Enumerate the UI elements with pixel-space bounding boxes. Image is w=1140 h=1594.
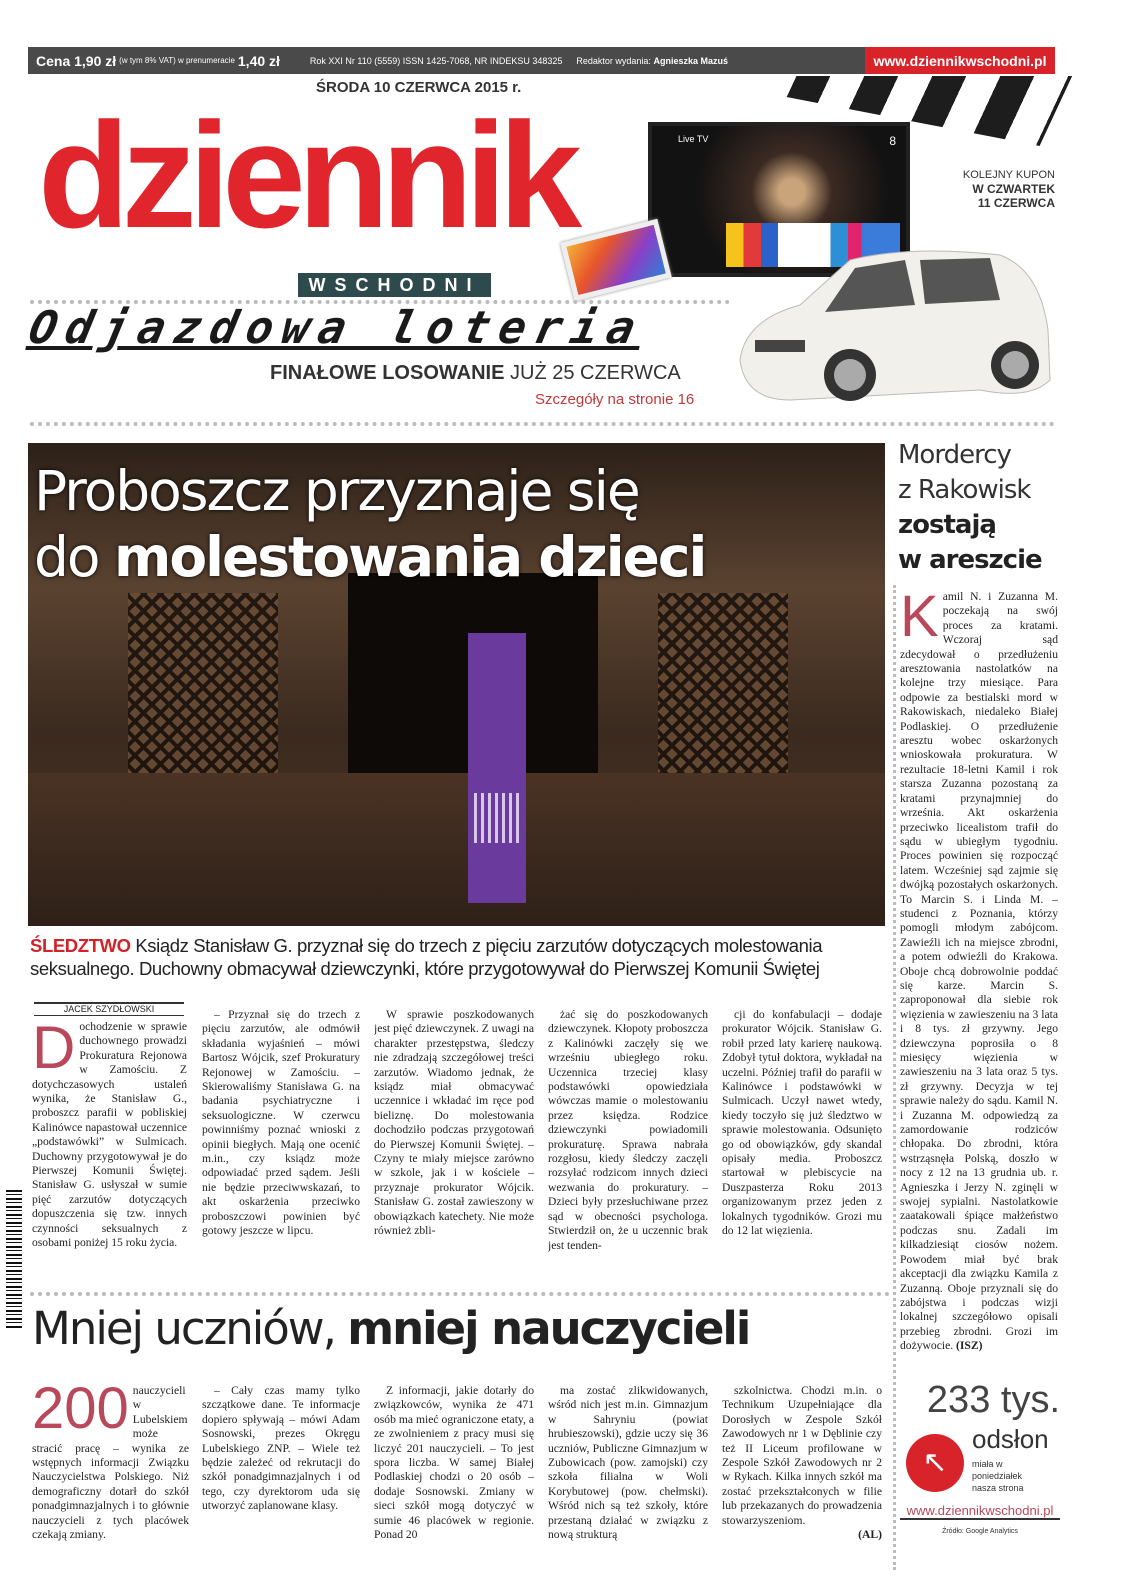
stat-description [972, 1458, 1024, 1494]
price: Cena 1,90 zł [36, 52, 117, 69]
article-column [374, 1384, 534, 1564]
stat-source: Źródło: Google Analytics [942, 1528, 1018, 1535]
headline-bold: molestowania dzieci [114, 525, 706, 589]
byline: JACEK SZYDŁOWSKI [34, 1002, 184, 1016]
lead-paragraph [30, 934, 880, 980]
column-text: Z informacji, jakie dotarły do związkowców, wynika że 471 osób ma mieć ograniczone etaty, a ze zwolnieniem z pracy musi się liczyć 201 nauczycieli. – To jest spora liczba. W samej Białej Podlaskiej chodzi o 20 osób – dodaje Sosnowski. Zmiany w sieci szkół mogą dotyczyć w sumie 46 placówek w regionie. Ponad 20 [374, 1384, 534, 1542]
vat-note: (w tym 8% VAT) w prenumeracie [119, 56, 235, 65]
issue-date: ŚRODA 10 CZERWCA 2015 r. [316, 79, 522, 96]
column-text: szkolnictwa. Chodzi m.in. o Technikum Uzupełniające dla Dorosłych w Zespole Szkół Zawodowych nr 1 w Dęblinie czy też II Liceum profilowane w Zespole Szkół Zawodowych nr 2 w Rykach. Kilka innych szkół ma zostać przekształconych w filie lub przekazanych do prowadzenia stowarzyszeniom. [722, 1384, 882, 1527]
column-text: ma zostać zlikwidowanych, wśród nich jest m.in. Gimnazjum w Sahryniu (powiat hrubieszowski), gdzie uczy się 36 uczniów, Publiczne Gimnazjum w Zubowicach (pow. zamojski) czy szkoła filialna w Woli Korybutowej (pow. chełmski). Wśród nich są też szkoły, które przestaną działać w związku z nową strukturą [548, 1384, 708, 1542]
issue-info: Rok XXI Nr 110 (5559) ISSN 1425-7068, NR INDEKSU 348325 [309, 55, 563, 66]
stat-unit: odsłon [972, 1424, 1049, 1454]
article-column [32, 1384, 189, 1564]
final-draw-bold: FINAŁOWE LOSOWANIE [270, 362, 505, 384]
main-headline [34, 458, 879, 590]
article-column [202, 1384, 360, 1564]
coupon-line: KOLEJNY KUPON [962, 169, 1055, 181]
website-link[interactable]: www.dziennikwschodni.pl [865, 47, 1055, 74]
tv-label: Live TV [678, 134, 709, 144]
article-column [722, 1008, 882, 1275]
purple-stole [468, 633, 526, 903]
divider [30, 422, 1055, 426]
final-draw-info [270, 362, 681, 385]
editor-label: Redaktor wydania: [576, 55, 651, 66]
masthead-logo: dziennik [38, 91, 575, 259]
subscription-price: 1,40 zł [237, 52, 280, 69]
article-column [202, 1008, 360, 1275]
lead-text: Ksiądz Stanisław G. przyznał się do trzech z pięciu zarzutów dotyczących molestowania seksualnego. Duchowny obmacywał dziewczynki, które przygotowywał do Pierwszej Komunii Świętej [30, 935, 823, 979]
divider [30, 1292, 890, 1296]
lottery-title: Odjazdowa loteria [24, 301, 650, 354]
signature: (AL) [858, 1528, 882, 1542]
barcode [6, 1190, 22, 1330]
tablet-image [560, 219, 672, 301]
tv-clock: 8 [889, 134, 896, 148]
column-text: – Przyznał się do trzech z pięciu zarzutów, ale odmówił składania wyjaśnień – mówi Bartosz Wójcik, szef Prokuratury Rejonowej w Zamościu. – Skierowaliśmy Stanisława G. na badania psychiatryczne i seksuologiczne. W czerwcu powinniśmy poznać wnioski z opinii biegłych. Mają one ocenić m.in., czy ksiądz może odpowiadać przed sądem. Jeśli nie będzie przeciwwskazań, to akt oskarżenia przeciwko proboszczowi powinien być gotowy jeszcze w lipcu. [202, 1008, 360, 1238]
second-headline [32, 1304, 749, 1354]
final-draw-date: JUŻ 25 CZERWCA [510, 362, 681, 384]
coupon-date: 11 CZERWCA [977, 196, 1055, 210]
headline-bold: mniej nauczycieli [347, 1302, 750, 1355]
column-text: – Cały czas mamy tylko szczątkowe dane. Te informacje dopiero spływają – mówi Adam Sosnowski, prezes Okręgu Lubelskiego ZNP. – Wiele też będzie zależeć od rekrutacji do szkół ponadgimnazjalnych i od tego, czy dyrektorom uda się utworzyć zaplanowane klasy. [202, 1384, 360, 1513]
stat-desc-line: poniedziałek [972, 1471, 1023, 1481]
masthead-subtitle: WSCHODNI [298, 273, 491, 297]
column-text: W sprawie poszkodowanych jest pięć dziewczynek. Z uwagi na charakter przestępstwa, śledczy nie zdradzają szczegółowej treści zarzutów. Wiadomo jednak, że ksiądz miał obmacywać uczennice i wkładać im ręce pod bieliznę. Do molestowania dochodziło podczas przygotowań do Pierwszej Komunii Świętej. – Czyny te miały miejsce zarówno w szkole, jak i w kościele – przyznaje prokurator Wójcik. Stanisław G. został zawieszony w obowiązkach katechety. Nie może również zbli- [374, 1008, 534, 1238]
side-title-bold: zostają [898, 510, 996, 540]
section-tag: ŚLEDZTWO [30, 935, 131, 956]
stat-website-link[interactable]: www.dziennikwschodni.pl [900, 1503, 1060, 1520]
top-info-bar [28, 47, 1055, 74]
article-column [32, 1020, 187, 1275]
car-image [730, 240, 1055, 410]
drop-cap: D [32, 1020, 76, 1081]
details-link[interactable]: Szczegóły na stronie 16 [535, 391, 695, 408]
article-column [548, 1384, 708, 1564]
drop-cap: K [900, 590, 939, 649]
side-title-line: z Rakowisk [898, 475, 1031, 505]
side-title-line: Mordercy [898, 440, 1011, 470]
side-story-text: amil N. i Zuzanna M. poczekają na swój proces za kratami. Wczoraj sąd zdecydował o przedłużeniu aresztowania nastolatków na kolejne trzy miesiące. Para odpowie za bestialski mord w Rakowiskach, niedaleko Białej Podlaskiej. O przedłużenie aresztu wobec oskarżonych wnioskowała prokuratura. W rezultacie 18-letni Kamil i rok starsza Zuzanna pozostaną za kratami przynajmniej do września. Akt oskarżenia przeciwko licealistom trafił do sądu w ubiegłym tygodniu. Proces powinien się rozpocząć latem. Wcześniej sąd zajmie się dwójką pozostałych oskarżonych. To Marcin S. i Linda M. – studenci z Poznania, którzy pomogli młodym zabójcom. Zawieźli ich na miejsce zbrodni, a potem odwieźli do Krakowa. Oboje chcą dobrowolnie poddać się karze. Marcin S. zaproponował dla siebie rok więzienia w zawieszeniu na 3 lata i 8 tys. zł grzywny. Jego dziewczyna poprosiła o 8 miesięcy więzienia w zawieszeniu na 3 lata oraz 5 tys. zł grzywny. Decyzja w tej sprawie należy do sądu. Kamil N. i Zuzanna M. odpowiedzą za zamordowanie rodziców chłopaka. Do zbrodni, która wstrząsnęła Polską, doszło w nocy z 12 na 13 grudnia ub. r. Agnieszka i Jerzy N. zginęli w swojej sypialni. Nastolatkowie zaatakowali śpiące małżeństwo podczas snu. Zadali im kilkadziesiąt ciosów nożem. Powodem miał być brak akceptacji dla związku Kamila z Zuzanną. Oboje przyznali się do zabójstwa i podczas wizji lokalnej szczegółowo opisali przebieg zbrodni. Grozi im dożywocie. [900, 590, 1058, 1353]
headline-word: Mniej uczniów, [32, 1302, 335, 1355]
column-text: cji do konfabulacji – dodaje prokurator Wójcik. Stanisław G. robił przed laty karierę naukową. Zdobył tytuł doktora, wykładał na uczelni. Później trafił do parafii w Kalinówce i podstawówki w Sulmicach. Uczył nawet wtedy, kiedy toczyło się już śledztwo w sprawie molestowania. Odsunięto go od obowiązków, gdy skandal opisały media. Proboszcz startował w plebiscycie na Duszpasterza Roku 2013 organizowanym przez jeden z lokalnych tygodników. Grozi mu do 12 lat więzienia. [722, 1008, 882, 1238]
column-text: żać się do poszkodowanych dziewczynek. Kłopoty proboszcza z Kalinówki zaczęły się we wrześniu ubiegłego roku. Uczennica trzeciej klasy podstawówki opowiedziała wówczas mamie o molestowaniu przez księdza. Rodzice dziewczynki powiadomili prokuraturę. Sprawa nabrała rozgłosu, kiedy śledczy zaczęli rozsyłać rodzicom innych dzieci wezwania do prokuratury. – Dzieci były przesłuchiwane przez sąd w obecności psychologa. Stwierdził on, że u uczennic brak jest tenden- [548, 1008, 708, 1252]
side-story-title [898, 438, 1058, 578]
traffic-stat-box [900, 1378, 1060, 1535]
drop-number: 200 [32, 1384, 129, 1441]
coupon-day: W CZWARTEK [972, 182, 1055, 196]
coupon-note [920, 168, 1055, 210]
editor-name: Agnieszka Mazuś [653, 55, 728, 66]
column-text: nauczycieli w Lubelskiem może stracić pracę – wynika ze wstępnych informacji Związku Nauczycielstwa Polskiego. Niż demograficzny dotarł do szkół ponadgimnazjalnych i to głównie nauczycieli z tych placówek czekają zmiany. [32, 1384, 189, 1542]
column-divider [893, 585, 896, 1570]
article-column [548, 1008, 708, 1275]
headline-word: do [34, 525, 99, 589]
side-title-bold: w areszcie [898, 545, 1042, 575]
article-column [722, 1384, 882, 1564]
column-text: ochodzenie w sprawie duchownego prowadzi Prokuratura Rejonowa w Zamościu. Z dotychczasowych ustaleń wynika, że Stanisław G., proboszcz parafii w pobliskiej Kalinówce napastował uczennice „podstawówki” w Sulmicach. Duchowny przygotowywał je do Pierwszej Komunii Świętej. Stanisław G. usłyszał w sumie pięć zarzutów dotyczących dopuszczenia się tzw. innych czynności seksualnych z osobami poniżej 15 roku życia. [32, 1020, 187, 1250]
side-story-body [900, 590, 1058, 1365]
signature: (ISZ) [956, 1339, 983, 1353]
article-column [374, 1008, 534, 1275]
stat-desc-line: nasza strona [972, 1483, 1024, 1493]
stat-desc-line: miała w [972, 1459, 1003, 1469]
stat-number: 233 tys. [926, 1379, 1060, 1421]
cursor-arrow-icon: ↖ [906, 1434, 964, 1492]
headline-line: Proboszcz przyznaje się [34, 459, 639, 523]
